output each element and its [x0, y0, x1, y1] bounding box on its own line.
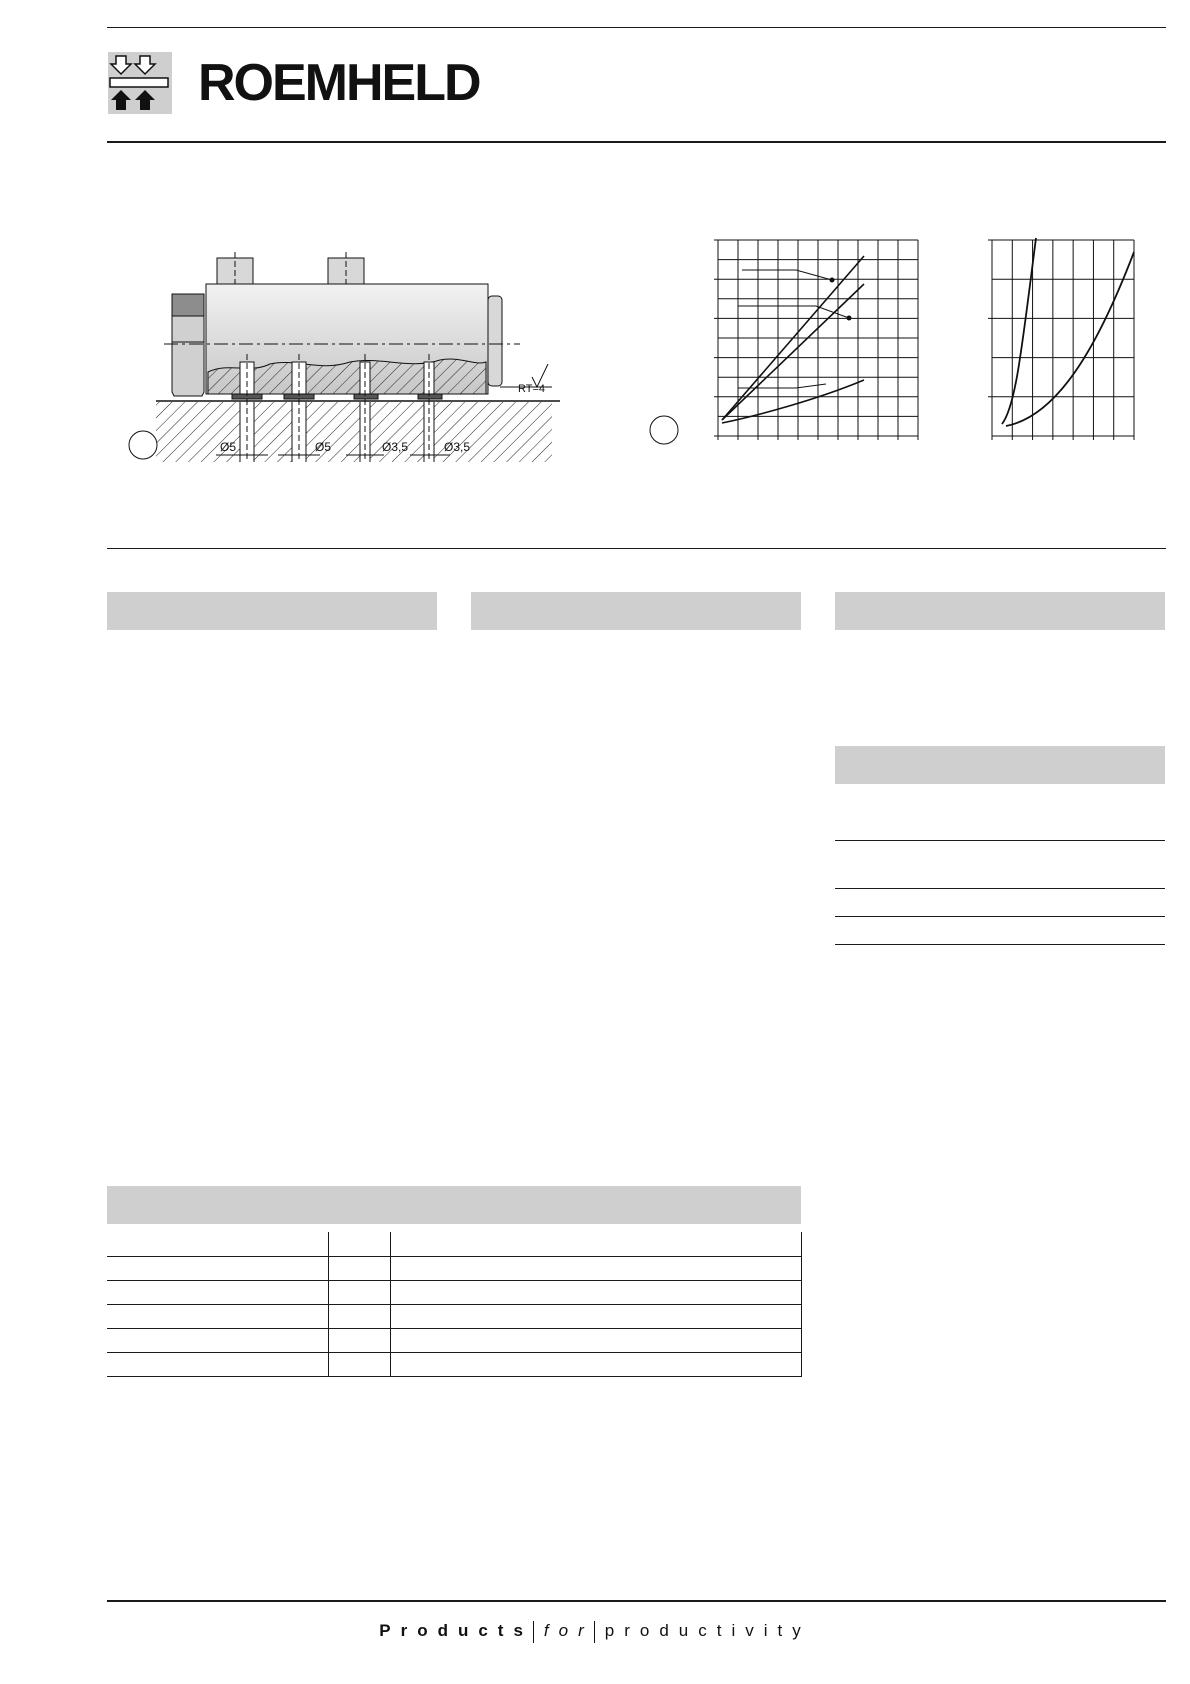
table-row-rule: [107, 1256, 802, 1257]
section-band-left: [107, 592, 437, 630]
characteristic-graph-2: [988, 236, 1138, 446]
clamping-arrows-icon: [108, 52, 172, 114]
table-row-rule: [107, 1304, 802, 1305]
footer-slogan-part3: productivity: [604, 1621, 811, 1640]
characteristic-graph-1: [646, 236, 926, 446]
right-table-rule: [835, 840, 1165, 841]
footer-slogan-part2: for: [543, 1621, 594, 1640]
surface-roughness-note: RT=4: [518, 383, 546, 395]
right-table-rule: [835, 888, 1165, 889]
section-band-middle: [471, 592, 801, 630]
right-table-rule: [835, 944, 1165, 945]
table-row-rule: [107, 1328, 802, 1329]
table-row-rule: [107, 1280, 802, 1281]
section-divider: [107, 548, 1166, 549]
top-rule: [107, 27, 1166, 28]
brand-logo: [108, 52, 172, 114]
dimension-d35-left: Ø3,5: [382, 440, 409, 454]
footer-rule: [107, 1600, 1166, 1602]
technical-drawing: [120, 250, 560, 465]
footer-slogan: [0, 1620, 1190, 1643]
section-band-right: [835, 592, 1165, 630]
table-row-rule: [107, 1376, 802, 1377]
header-rule: [107, 141, 1166, 143]
section-band-right-lower: [835, 746, 1165, 784]
dimension-d5-right: Ø5: [315, 440, 332, 454]
brand-name: ROEMHELD: [198, 54, 480, 112]
table-header-band: [107, 1186, 801, 1224]
footer-slogan-part1: Products: [379, 1621, 533, 1640]
dimension-d35-right: Ø3,5: [444, 440, 471, 454]
table-row-rule: [107, 1352, 802, 1353]
right-table-rule: [835, 916, 1165, 917]
dimension-d5-left: Ø5: [220, 440, 237, 454]
